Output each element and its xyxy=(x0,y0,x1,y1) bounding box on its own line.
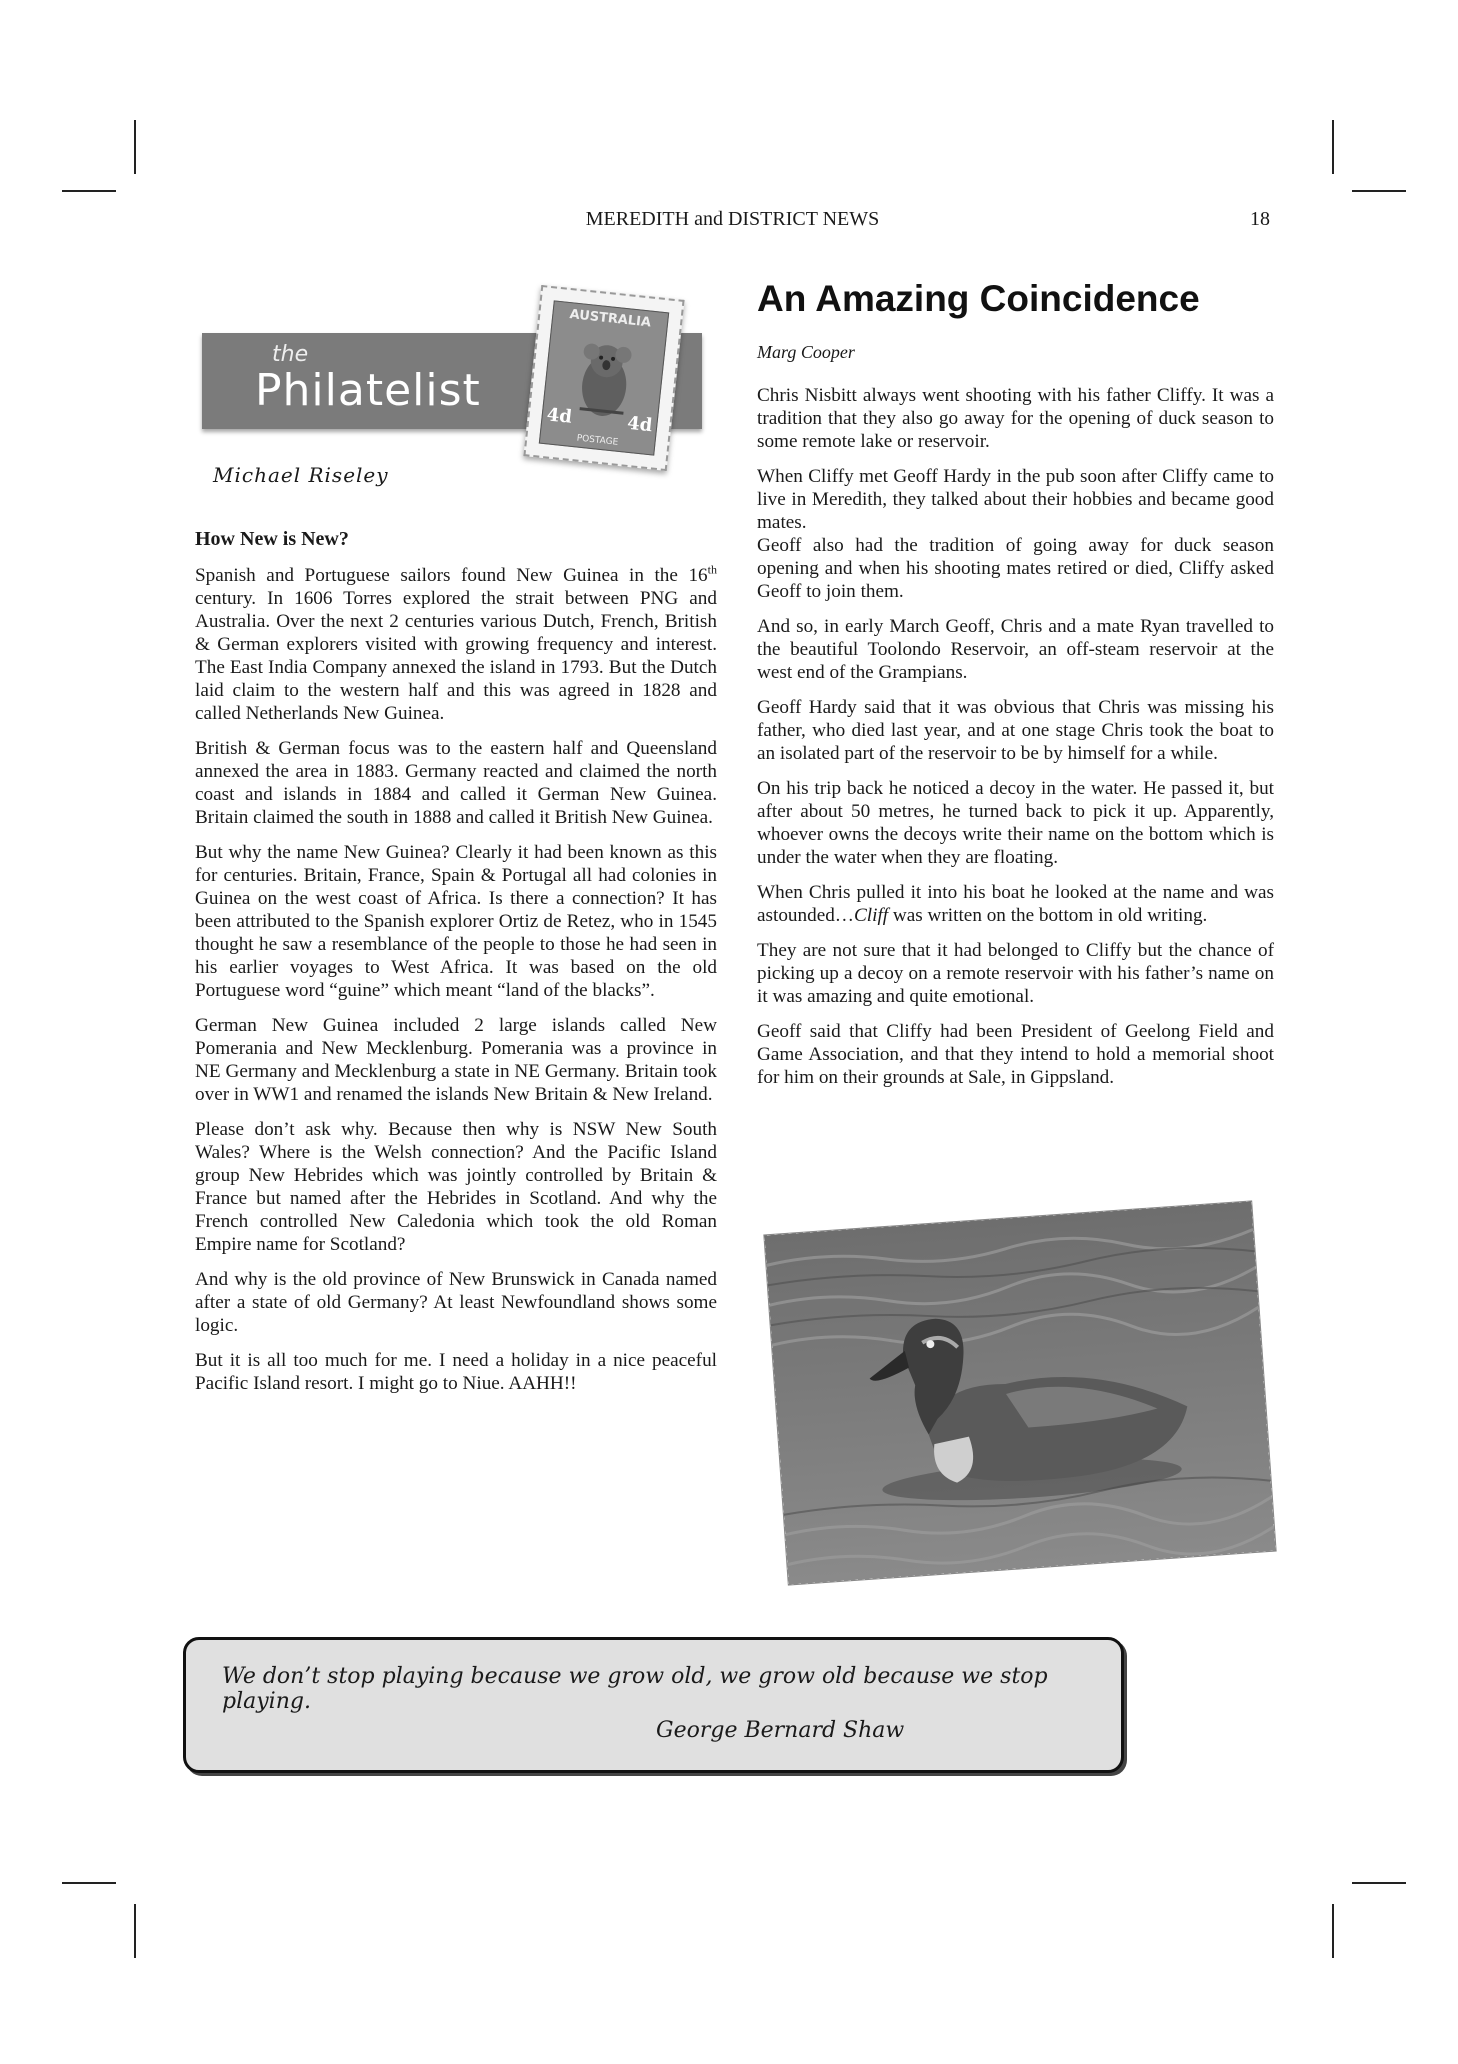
stamp-value-left: 4d xyxy=(545,404,573,428)
stamp-country: AUSTRALIA xyxy=(568,307,652,331)
quote-author: George Bernard Shaw xyxy=(656,1718,905,1743)
paragraph: They are not sure that it had belonged to Cliffy but the chance of picking up a decoy on a remote reservoir with his father’s name on it was amazing and quite emotional. xyxy=(757,940,1274,1007)
philatelist-column xyxy=(195,528,717,1407)
crop-mark xyxy=(1352,190,1406,192)
stamp-postage-label: POSTAGE xyxy=(576,433,619,448)
crop-mark xyxy=(1352,1882,1406,1884)
paragraph: Geoff said that Cliffy had been President of Geelong Field and Game Association, and that they intend to hold a memorial shoot for him on their grounds at Sale, in Gippsland. xyxy=(757,1021,1274,1088)
paragraph: But why the name New Guinea? Clearly it had been known as this for centuries. Britain, France, Spain & Portugal all had colonies in Guinea on the west coast of Africa. Is there a connection? It has been attributed to the Spanish explorer Ortiz de Retez, who in 1545 thought he saw a resemblance of the people to those he had seen in his earlier voyages to West Africa. It was based on the old Portuguese word “guine” which meant “land of the blacks”. xyxy=(195,842,717,1001)
paragraph: And why is the old province of New Brunswick in Canada named after a state of old Germany? At least Newfoundland shows some logic. xyxy=(195,1269,717,1336)
quote-text: We don’t stop playing because we grow old, we grow old because we stop playing. xyxy=(222,1664,1048,1714)
publication-title: MEREDITH and DISTRICT NEWS xyxy=(585,208,880,230)
article-column xyxy=(757,384,1274,1101)
philatelist-author: Michael Riseley xyxy=(213,463,389,487)
paragraph: On his trip back he noticed a decoy in the water. He passed it, but after about 50 metres, he turned back to pick it up. Apparently, whoever owns the decoys write their name on the bottom which is under the water when they are floating. xyxy=(757,778,1274,868)
duck-icon xyxy=(764,1201,1275,1584)
section-heading: How New is New? xyxy=(195,528,349,550)
crop-mark xyxy=(134,1904,136,1958)
paragraph: Spanish and Portuguese sailors found New Guinea in the 16th century. In 1606 Torres explored the strait between PNG and Australia. Over the next 2 centuries various Dutch, French, British & German explorers visited with growing frequency and interest. The East India Company annexed the island in 1793. But the Dutch laid claim to the western half and this was agreed in 1828 and called Netherlands New Guinea. xyxy=(195,562,717,724)
crop-mark xyxy=(1332,1904,1334,1958)
running-header xyxy=(195,208,1270,238)
paragraph: When Chris pulled it into his boat he looked at the name and was astounded…Cliff was written on the bottom in old writing. xyxy=(757,882,1274,926)
paragraph: Please don’t ask why. Because then why is NSW New South Wales? Where is the Welsh connection? And the Pacific Island group New Hebrides which was jointly controlled by Britain & France but named after the Hebrides in Scotland. And why the French controlled New Caledonia which took the old Roman Empire name for Scotland? xyxy=(195,1119,717,1255)
paragraph: British & German focus was to the eastern half and Queensland annexed the area in 1883. Germany reacted and claimed the north coast and islands in 1884 and called it German New Guinea. Britain claimed the south in 1888 and called it British New Guinea. xyxy=(195,738,717,828)
paragraph: When Cliffy met Geoff Hardy in the pub soon after Cliffy came to live in Meredith, they talked about their hobbies and became good mates. Geoff also had the tradition of going away for duck season opening and when his shooting mates retired or died, Cliffy asked Geoff to join them. xyxy=(757,466,1274,602)
paragraph: Geoff Hardy said that it was obvious that Chris was missing his father, who died last year, and at one stage Chris took the boat to an isolated part of the reservoir to be by himself for a while. xyxy=(757,697,1274,764)
crop-mark xyxy=(62,190,116,192)
stamp-value-right: 4d xyxy=(626,412,654,437)
article-title: An Amazing Coincidence xyxy=(757,278,1200,319)
paragraph: But it is all too much for me. I need a holiday in a nice peaceful Pacific Island resort. I might go to Niue. AAHH!! xyxy=(195,1350,717,1394)
banner-title: Philatelist xyxy=(255,365,481,416)
duck-decoy-photo xyxy=(764,1201,1275,1584)
stamp-face xyxy=(539,300,669,455)
australia-stamp-image xyxy=(523,285,684,471)
article-author: Marg Cooper xyxy=(757,342,855,362)
paragraph: Chris Nisbitt always went shooting with his father Cliffy. It was a tradition that they also go away for the opening of duck season to some remote lake or reservoir. xyxy=(757,385,1274,452)
crop-mark xyxy=(62,1882,116,1884)
crop-mark xyxy=(1332,120,1334,174)
paragraph: German New Guinea included 2 large islands called New Pomerania and New Mecklenburg. Pomerania was a province in NE Germany and Mecklenburg a state in NE Germany. Britain took over in WW1 and renamed the islands New Britain & New Ireland. xyxy=(195,1015,717,1105)
banner-the-label: the xyxy=(272,342,309,367)
quote-box xyxy=(183,1637,1124,1773)
crop-mark xyxy=(134,120,136,174)
page-number: 18 xyxy=(1250,208,1270,230)
paragraph: And so, in early March Geoff, Chris and a mate Ryan travelled to the beautiful Toolondo Reservoir, an off-steam reservoir at the west end of the Grampians. xyxy=(757,616,1274,683)
koala-icon xyxy=(561,327,650,427)
